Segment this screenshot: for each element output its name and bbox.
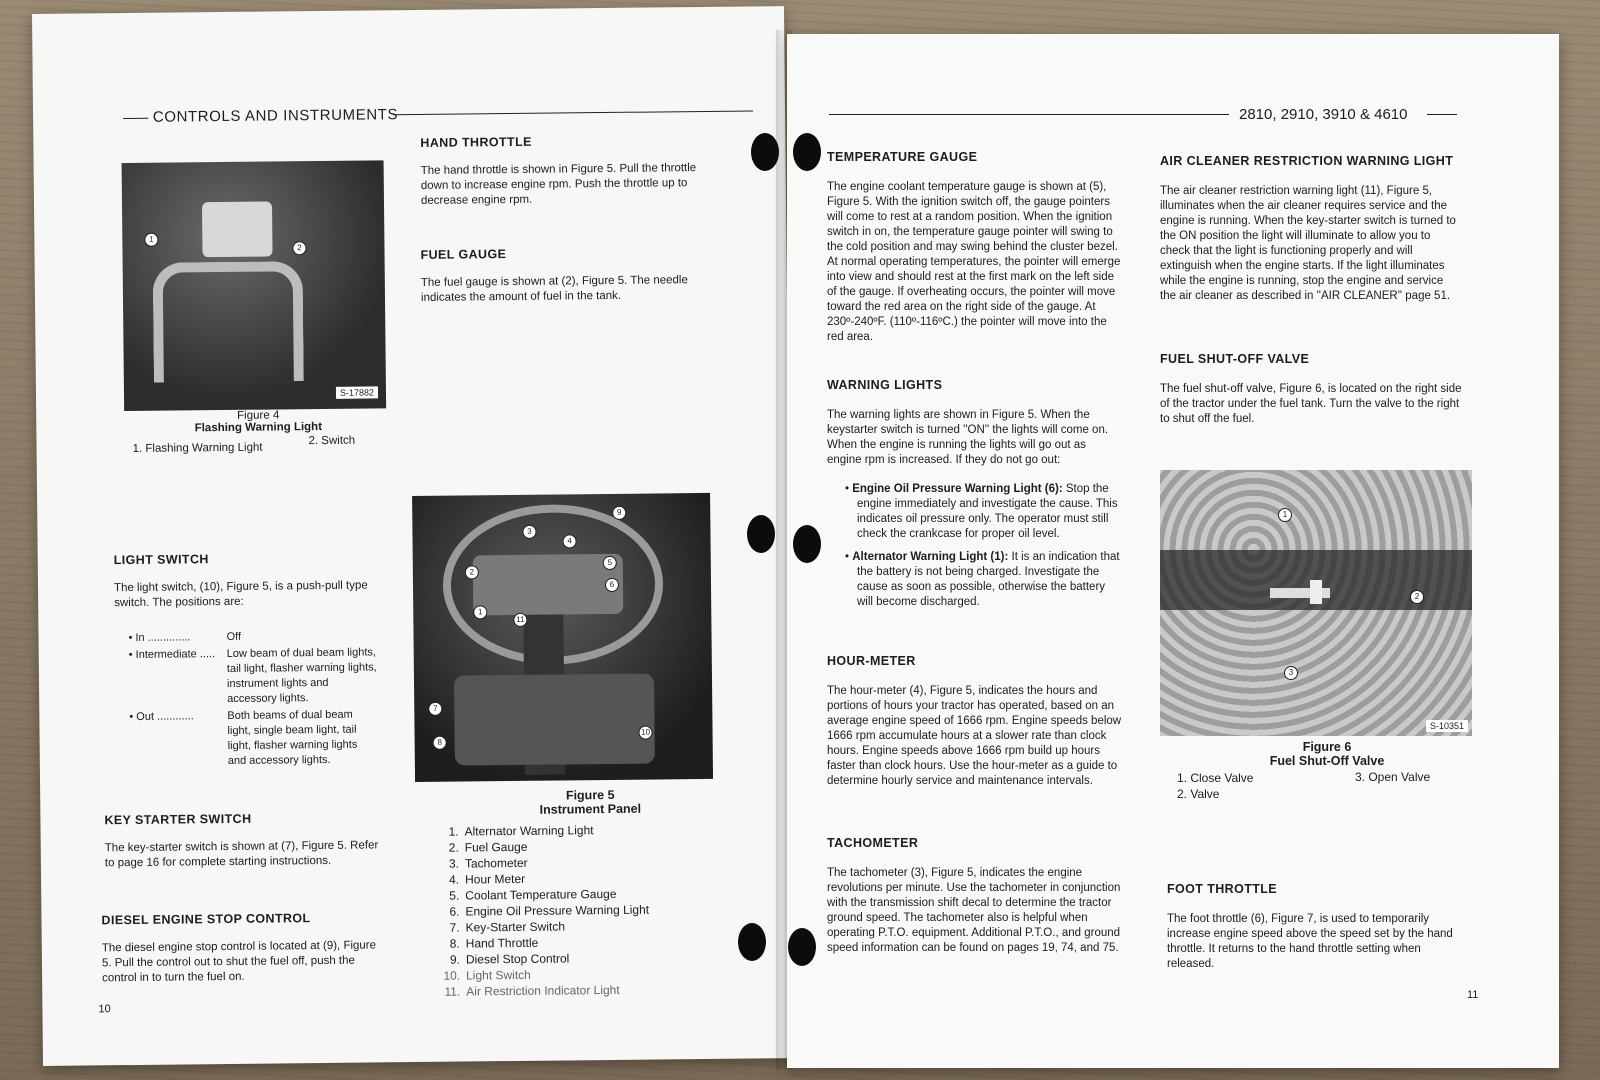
callout-1: 1: [473, 605, 487, 619]
warning-lights-title: WARNING LIGHTS: [827, 378, 943, 392]
position-row: [128, 628, 384, 646]
legend-label: Fuel Gauge: [464, 839, 528, 855]
figure4-item-2: 2. Switch: [308, 434, 356, 448]
fuel-shutoff-title: FUEL SHUT-OFF VALVE: [1160, 352, 1310, 366]
binder-hole: [738, 923, 766, 961]
key-starter-title: KEY STARTER SWITCH: [104, 811, 252, 828]
key-starter-text: The key-starter switch is shown at (7), Figure 5. Refer to page 16 for complete starting instructions.: [104, 839, 379, 870]
legend-number: 5.: [449, 888, 460, 903]
callout-6: 6: [605, 578, 619, 592]
air-cleaner-text: The air cleaner restriction warning light (11), Figure 5, illuminates when the air cleaner requires service and the engine is running. When the key-starter switch is turned to the ON position the light will illuminate to allow you to check that the light is functioning properly and will extinguish when the engine starts. If the light illuminates while the engine is running, stop the engine and service the air cleaner as described in ''AIR CLEANER'' page 51.: [1160, 185, 1456, 302]
legend-label: Diesel Stop Control: [465, 951, 570, 967]
figure4-number: Figure 4: [237, 409, 280, 422]
legend-label: Engine Oil Pressure Warning Light: [465, 902, 650, 919]
callout-8: 8: [433, 736, 447, 750]
legend-number: 7.: [449, 920, 460, 935]
temperature-gauge-text: The engine coolant temperature gauge is shown at (5), Figure 5. With the ignition switch off, the gauge pointers will come to rest at a random position. When the ignition switch in on, the temperature gauge pointer will swing to the cold position and may swing behind the cluster bezel. At normal operating temperatures, the pointer will emerge into view and should rest at the first mark on the left side of the gauge. If overheating occurs, the pointer will move toward the red area on the right side of the gauge. At 230º-240ºF. (110º-116ºC.) the pointer will move into the red area.: [827, 181, 1121, 343]
callout-1: 1: [1278, 508, 1292, 522]
page-number-left: 10: [98, 1003, 111, 1016]
handle-bar: [153, 261, 304, 383]
legend-label: Tachometer: [464, 855, 528, 871]
air-cleaner-section: [1160, 154, 1462, 304]
figure5-number: Figure 5: [565, 787, 615, 803]
callout-2: 2: [292, 241, 306, 255]
key-starter-section: [104, 810, 380, 871]
tachometer-section: [827, 836, 1123, 956]
figure6-legend-col1: [1177, 770, 1253, 802]
fuel-shutoff-section: [1160, 352, 1462, 427]
legend-number: 9.: [449, 952, 460, 967]
left-header-text: CONTROLS AND INSTRUMENTS: [152, 106, 399, 126]
temperature-gauge-title: TEMPERATURE GAUGE: [827, 150, 978, 164]
position-key: • Intermediate .....: [128, 648, 216, 662]
figure6-number: Figure 6: [1302, 740, 1352, 754]
photo-code: S-10351: [1426, 720, 1468, 732]
dash-console: [454, 674, 655, 766]
foot-throttle-section: [1167, 882, 1467, 972]
legend-label: Alternator Warning Light: [464, 823, 594, 839]
temperature-gauge-section: [827, 150, 1123, 345]
figure5-legend: [439, 822, 650, 1000]
figure4-item-1: 1. Flashing Warning Light: [132, 441, 263, 455]
header-rule: [393, 110, 753, 115]
bullet2-text: It is an indication that the battery is not being charged. Investigate the cause as soon as possible, otherwise the battery will become discharged.: [857, 551, 1120, 608]
hand-throttle-text: The hand throttle is shown in Figure 5. Pull the throttle down to increase engine rpm. Push the throttle up to decrease engine rpm.: [420, 162, 697, 207]
hour-meter-section: [827, 654, 1123, 789]
header-rule-end: [1427, 114, 1457, 115]
fuel-shutoff-text: The fuel shut-off valve, Figure 6, is located on the right side of the tractor under the fuel tank. Turn the valve to the right to shut off the fuel.: [1160, 383, 1462, 425]
header-rule: [829, 114, 1229, 115]
legend-label: Hand Throttle: [465, 935, 539, 951]
callout-10: 10: [638, 726, 652, 740]
warning-bullet-1: • Engine Oil Pressure Warning Light (6): Stop the engine immediately and investigate the cause. This indicates oil pressure only. The operator must still check the crankcase for proper oil level.: [845, 483, 1118, 540]
bullet1-text: Stop the engine immediately and investigate the cause. This indicates oil pressure only. The operator must still check the crankcase for proper oil level.: [857, 483, 1118, 540]
position-value: Low beam of dual beam lights, tail light, flasher warning lights, instrument lights and accessory lights.: [226, 646, 377, 705]
fuel-gauge-section: [420, 245, 721, 306]
figure6-photo: [1160, 470, 1472, 736]
figure6-caption: [1247, 740, 1407, 768]
callout-2: 2: [1410, 590, 1424, 604]
warning-lights-section: [827, 378, 1123, 610]
legend-label: Air Restriction Indicator Light: [466, 982, 620, 999]
right-page-header: 2810, 2910, 3910 & 4610: [1239, 106, 1408, 123]
position-key: • In ..............: [128, 631, 191, 645]
legend-label: Key-Starter Switch: [465, 919, 566, 935]
figure6-item-3: 3. Open Valve: [1355, 770, 1431, 784]
tachometer-title: TACHOMETER: [827, 836, 919, 850]
position-key: • Out ............: [129, 710, 194, 724]
binder-hole: [747, 515, 775, 553]
diesel-stop-title: DIESEL ENGINE STOP CONTROL: [101, 911, 311, 928]
bullet1-bold: Engine Oil Pressure Warning Light (6):: [852, 483, 1063, 495]
valve-body: [1310, 580, 1322, 604]
binder-hole: [793, 525, 821, 563]
figure5-legend-item: [439, 902, 649, 920]
left-page: [32, 6, 795, 1066]
bullet2-bold: Alternator Warning Light (1):: [852, 551, 1009, 563]
callout-11: 11: [513, 613, 527, 627]
figure5-caption: [510, 787, 670, 817]
binder-hole: [788, 928, 816, 966]
legend-label: Coolant Temperature Gauge: [465, 886, 617, 903]
position-value: Both beams of dual beam light, single beam light, tail light, flasher warning lights and accessory lights.: [227, 708, 358, 767]
callout-3: 3: [522, 525, 536, 539]
fuel-gauge-title: FUEL GAUGE: [420, 247, 507, 262]
legend-number: 8.: [449, 936, 460, 951]
page-number-right: 11: [1467, 989, 1479, 1001]
figure4-caption: [126, 408, 390, 435]
right-page: [787, 34, 1559, 1068]
binder-hole: [751, 133, 779, 171]
fuel-gauge-text: The fuel gauge is shown at (2), Figure 5. The needle indicates the amount of fuel in the tank.: [420, 274, 688, 304]
hour-meter-text: The hour-meter (4), Figure 5, indicates the hours and portions of hours your tractor has operated, based on an average engine speed of 1666 rpm. Engine speeds below 1666 rpm accumulate hours at a slower rate than clock hours. Engine speeds above 1666 rpm build up hours faster than clock hours. Use the hour-meter as a guide to determine hourly service and maintenance intervals.: [827, 685, 1122, 787]
figure6-item-2: 2. Valve: [1177, 787, 1220, 801]
legend-number: 6.: [449, 904, 460, 919]
light-switch-text: The light switch, (10), Figure 5, is a push-pull type switch. The positions are:: [113, 579, 368, 610]
air-cleaner-title: AIR CLEANER RESTRICTION WARNING LIGHT: [1160, 154, 1454, 168]
position-row: [129, 707, 386, 770]
photo-code: S-17882: [336, 386, 378, 398]
light-switch-title: LIGHT SWITCH: [113, 552, 209, 568]
instrument-cluster: [473, 554, 624, 616]
left-page-header: [123, 106, 398, 126]
tachometer-text: The tachometer (3), Figure 5, indicates the engine revolutions per minute. Use the tachometer in conjunction with the transmission shift decal to determine the tractor ground speed. The tachometer also is helpful when operating P.T.O. equipment. Additional P.T.O., and ground speed information can be found on pages 19, 74, and 75.: [827, 867, 1121, 954]
callout-7: 7: [428, 702, 442, 716]
legend-label: Light Switch: [466, 967, 531, 983]
figure6-item-1: 1. Close Valve: [1177, 771, 1254, 785]
callout-1: 1: [144, 233, 158, 247]
legend-number: 11.: [444, 984, 461, 999]
hour-meter-title: HOUR-METER: [827, 654, 916, 668]
position-value: Off: [226, 630, 242, 643]
diesel-stop-text: The diesel engine stop control is located at (9), Figure 5. Pull the control out to shut the fuel off, push the control in to turn the fuel on.: [101, 939, 377, 985]
legend-number: 10.: [443, 968, 461, 983]
callout-4: 4: [562, 534, 576, 548]
hand-throttle-title: HAND THROTTLE: [420, 134, 532, 150]
legend-number: 2.: [448, 840, 459, 855]
legend-number: 4.: [448, 872, 460, 887]
figure5-title: Instrument Panel: [539, 801, 642, 817]
callout-9: 9: [612, 506, 626, 520]
figure4-title: Flashing Warning Light: [194, 420, 323, 435]
callout-5: 5: [603, 556, 617, 570]
position-row: [129, 645, 386, 708]
light-switch-section: [114, 550, 386, 772]
legend-label: Hour Meter: [465, 871, 526, 887]
legend-number: 3.: [448, 856, 459, 871]
figure4-photo: [122, 160, 387, 411]
foot-throttle-text: The foot throttle (6), Figure 7, is used to temporarily increase engine speed above the speed set by the hand throttle. It returns to the hand throttle setting when released.: [1167, 913, 1453, 970]
callout-2: 2: [465, 565, 479, 579]
hand-throttle-section: [420, 133, 721, 209]
light-switch-positions: [128, 628, 385, 770]
warning-light-lens: [202, 201, 273, 257]
warning-bullet-2: • Alternator Warning Light (1): It is an indication that the battery is not being charged. Investigate the cause as soon as possible, otherwise the battery will become discharged.: [845, 551, 1120, 608]
figure5-legend-item: [440, 982, 650, 1000]
legend-number: 1.: [448, 824, 459, 839]
binder-hole: [793, 133, 821, 171]
callout-3: 3: [1284, 666, 1298, 680]
figure6-title: Fuel Shut-Off Valve: [1269, 754, 1385, 768]
figure5-photo: [412, 493, 713, 782]
foot-throttle-title: FOOT THROTTLE: [1167, 882, 1278, 896]
warning-lights-text: The warning lights are shown in Figure 5. When the keystarter switch is turned ''ON'' the lights will come on. When the engine is running the lights will go out as engine rpm is increased. If they do not go out:: [827, 409, 1109, 466]
diesel-stop-section: [101, 910, 382, 986]
